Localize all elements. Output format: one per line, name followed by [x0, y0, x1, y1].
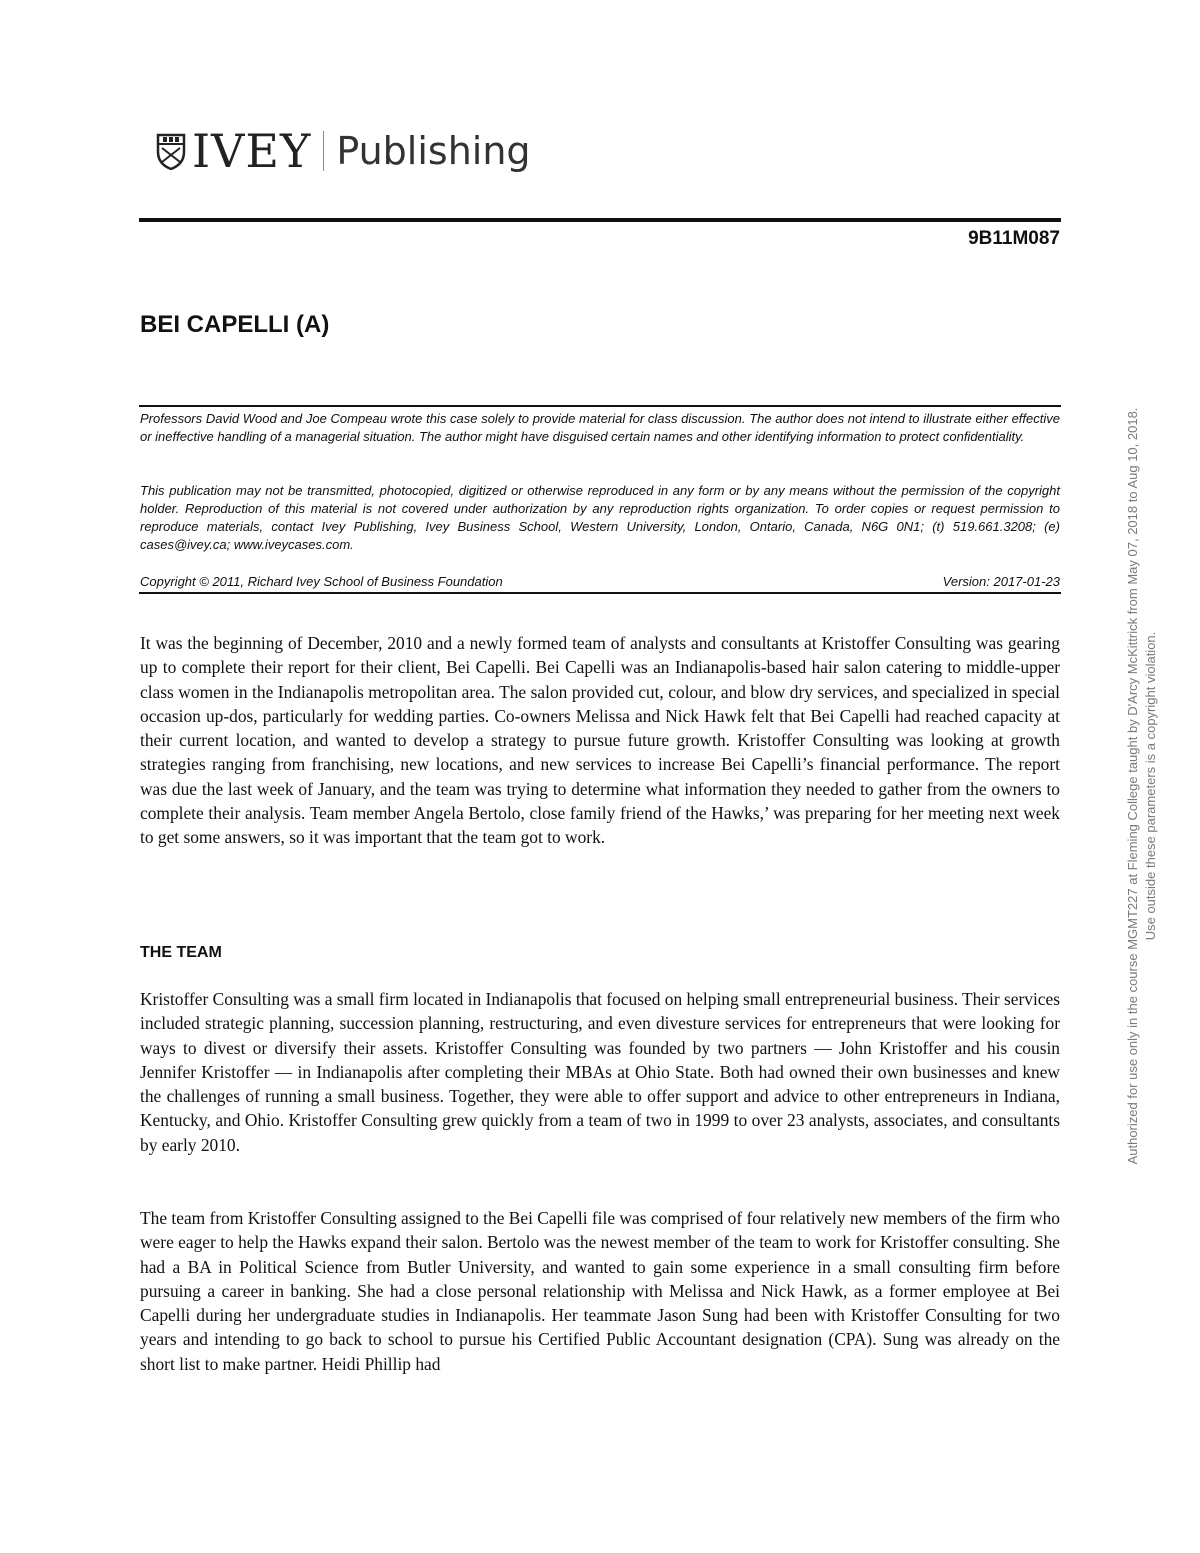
ivey-crest-icon — [156, 132, 186, 170]
disclaimer-top-rule — [139, 405, 1061, 407]
ivey-publishing-logo — [156, 120, 531, 182]
copyright-row — [140, 573, 1060, 591]
case-title: BEI CAPELLI (A) — [140, 311, 330, 338]
watermark-line-2: Use outside these parameters is a copyright violation. — [1143, 631, 1158, 941]
watermark-text — [1124, 408, 1160, 1165]
logo-divider — [323, 131, 324, 171]
copyright-text: Copyright © 2011, Richard Ivey School of Business Foundation — [140, 574, 503, 589]
logo-wordmark: IVEY — [192, 124, 312, 178]
watermark-line-1: Authorized for use only in the course MGMT227 at Fleming College taught by D'Arcy McKittrick from May 07, 2018 to Aug 10, 2018. — [1125, 407, 1140, 1165]
version-text: Version: 2017-01-23 — [942, 574, 1060, 589]
header-rule — [139, 218, 1061, 222]
permission-paragraph: This publication may not be transmitted, photocopied, digitized or otherwise reproduced in any form or by any means without the permission of the copyright holder. Reproduction of this material is not covered under authorization by any reproduction rights organization. To order copies or request permission to reproduce materials, contact Ivey Publishing, Ivey Business School, Western University, London, Ontario, Canada, N6G 0N1; (t) 519.661.3208; (e) cases@ivey.ca; www.iveycases.com. — [140, 483, 1060, 552]
case-number: 9B11M087 — [968, 228, 1060, 249]
section-heading-the-team: THE TEAM — [140, 944, 222, 961]
team-paragraph-1: Kristoffer Consulting was a small firm located in Indianapolis that focused on helping small entrepreneurial business. Their services included strategic planning, succession planning, restructuring, and even divesture services for entrepreneurs that were looking for ways to divest or diversify their assets. Kristoffer Consulting was founded by two partners — John Kristoffer and his cousin Jennifer Kristoffer — in Indianapolis after completing their MBAs at Ohio State. Both had owned their own businesses and knew the challenges of running a small business. Together, they were able to offer support and advice to other entrepreneurs in Indiana, Kentucky, and Ohio. Kristoffer Consulting grew quickly from a team of two in 1999 to over 23 analysts, associates, and consultants by early 2010. — [140, 989, 1060, 1155]
logo-publishing-text: Publishing — [336, 129, 531, 173]
disclaimer-bottom-rule — [139, 592, 1061, 594]
intro-paragraph: It was the beginning of December, 2010 and a newly formed team of analysts and consultants at Kristoffer Consulting was gearing up to complete their report for their client, Bei Capelli. Bei Capelli was an Indianapolis-based hair salon catering to middle-upper class women in the Indianapolis metropolitan area. The salon provided cut, colour, and blow dry services, and specialized in special occasion up-dos, particularly for wedding parties. Co-owners Melissa and Nick Hawk felt that Bei Capelli had reached capacity at their current location, and wanted to develop a strategy to pursue future growth. Kristoffer Consulting was looking at growth strategies ranging from franchising, new locations, and new services to increase Bei Capelli’s financial performance. The report was due the last week of January, and the team was trying to determine what information they needed to gather from the owners to complete their analysis. Team member Angela Bertolo, close family friend of the Hawks,’ was preparing for her meeting next week to get some answers, so it was important that the team got to work. — [140, 633, 1060, 848]
disclaimer-paragraph: Professors David Wood and Joe Compeau wrote this case solely to provide material for class discussion. The author does not intend to illustrate either effective or ineffective handling of a managerial situation. The author might have disguised certain names and other identifying information to protect confidentiality. — [140, 411, 1060, 444]
team-paragraph-2: The team from Kristoffer Consulting assigned to the Bei Capelli file was comprised of four relatively new members of the firm who were eager to help the Hawks expand their salon. Bertolo was the newest member of the team to work for Kristoffer consulting. She had a BA in Political Science from Butler University, and wanted to gain some experience in a small consulting firm before pursuing a career in banking. She had a close personal relationship with Melissa and Nick Hawk, as a former employee at Bei Capelli during her undergraduate studies in Indianapolis. Her teammate Jason Sung had been with Kristoffer Consulting for two years and intending to go back to school to pursue his Certified Public Accountant designation (CPA). Sung was already on the short list to make partner. Heidi Phillip had — [140, 1208, 1060, 1374]
